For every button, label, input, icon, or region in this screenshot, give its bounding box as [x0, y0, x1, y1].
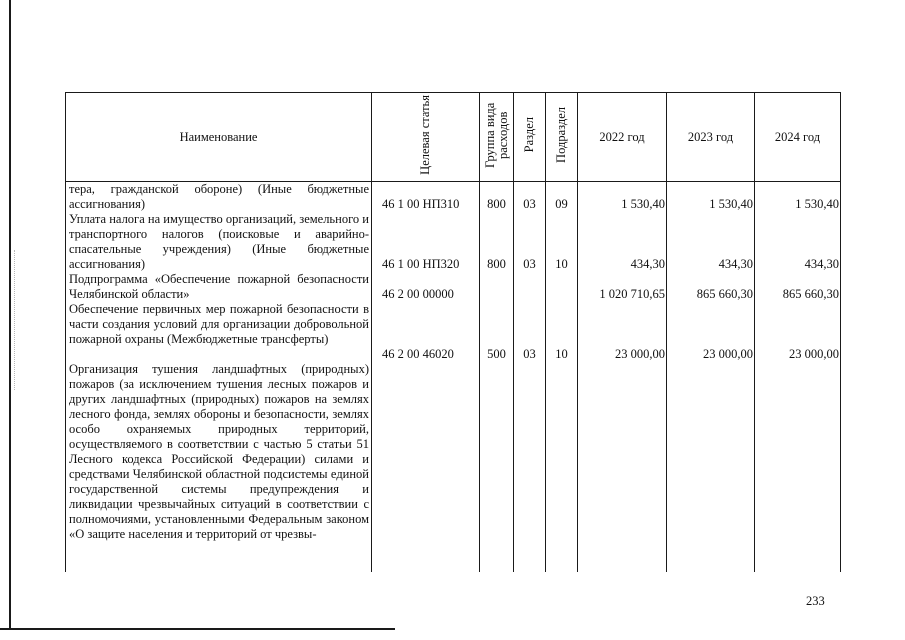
row-subsection: 09	[546, 182, 578, 213]
row-section	[514, 272, 546, 302]
row-2024: 865 660,30	[755, 272, 841, 302]
header-2023: 2023 год	[667, 93, 755, 182]
row-group	[480, 272, 514, 302]
row-name: Подпрограмма «Обеспечение пожарной безопасности Челябинской области»	[66, 272, 372, 302]
row-2022: 23 000,00	[578, 302, 667, 362]
row-name: Обеспечение первичных мер пожарной безопасности в части создания условий для организации добровольной пожарной охраны (Межбюджетные трансферты)	[66, 302, 372, 362]
row-2024: 23 000,00	[755, 302, 841, 362]
table-row	[66, 302, 841, 362]
bottom-rule	[0, 628, 395, 630]
row-group: 500	[480, 302, 514, 362]
row-target: 46 1 00 НП310	[372, 182, 480, 213]
row-section: 03	[514, 212, 546, 272]
row-2023: 23 000,00	[667, 302, 755, 362]
header-2022: 2022 год	[578, 93, 667, 182]
table-header-row	[66, 93, 841, 182]
row-subsection: 10	[546, 302, 578, 362]
row-name: Уплата налога на имущество организаций, земельного и транспортного налогов (поисковые и аварийно-спасательные учреждения) (Иные бюджетные ассигнования)	[66, 212, 372, 272]
row-2023: 434,30	[667, 212, 755, 272]
table-row	[66, 182, 841, 213]
row-section: 03	[514, 302, 546, 362]
table-row	[66, 362, 841, 572]
row-name: Организация тушения ландшафтных (природных) пожаров (за исключением тушения лесных пожаров и других ландшафтных (природных) пожаров на землях лесного фонда, землях обороны и безопасности, землях особо охраняемых природных территорий, осуществляемого в соответствии с частью 5 статьи 51 Лесного кодекса Российской Федерации) силами и средствами Челябинской областной подсистемы единой государственной системы предупреждения и ликвидации чрезвычайных ситуаций в соответствии с полномочиями, установленными Федеральным законом «О защите населения и территорий от чрезвы-	[66, 362, 372, 572]
row-subsection: 10	[546, 212, 578, 272]
row-target	[372, 362, 480, 572]
row-group: 800	[480, 212, 514, 272]
row-subsection	[546, 362, 578, 572]
row-group: 800	[480, 182, 514, 213]
header-name: Наименование	[66, 93, 372, 182]
budget-table	[65, 92, 841, 572]
table-row	[66, 272, 841, 302]
row-2022: 1 020 710,65	[578, 272, 667, 302]
table-row	[66, 212, 841, 272]
row-2022: 1 530,40	[578, 182, 667, 213]
header-target-article: Целевая статья	[372, 93, 480, 182]
left-margin-rule	[9, 0, 11, 630]
row-target: 46 2 00 46020	[372, 302, 480, 362]
row-target: 46 1 00 НП320	[372, 212, 480, 272]
row-section: 03	[514, 182, 546, 213]
row-group	[480, 362, 514, 572]
row-target: 46 2 00 00000	[372, 272, 480, 302]
row-2023: 865 660,30	[667, 272, 755, 302]
row-2022: 434,30	[578, 212, 667, 272]
page-number: 233	[806, 594, 825, 608]
row-subsection	[546, 272, 578, 302]
header-expense-group: Группа вида расходов	[480, 93, 514, 182]
row-2024	[755, 362, 841, 572]
row-2023: 1 530,40	[667, 182, 755, 213]
row-name: тера, гражданской обороне) (Иные бюджетные ассигнования)	[66, 182, 372, 213]
scan-artifact-dots	[14, 250, 16, 390]
row-2022	[578, 362, 667, 572]
row-2024: 434,30	[755, 212, 841, 272]
header-section: Раздел	[514, 93, 546, 182]
header-subsection: Подраздел	[546, 93, 578, 182]
row-2024: 1 530,40	[755, 182, 841, 213]
row-2023	[667, 362, 755, 572]
header-2024: 2024 год	[755, 93, 841, 182]
row-section	[514, 362, 546, 572]
